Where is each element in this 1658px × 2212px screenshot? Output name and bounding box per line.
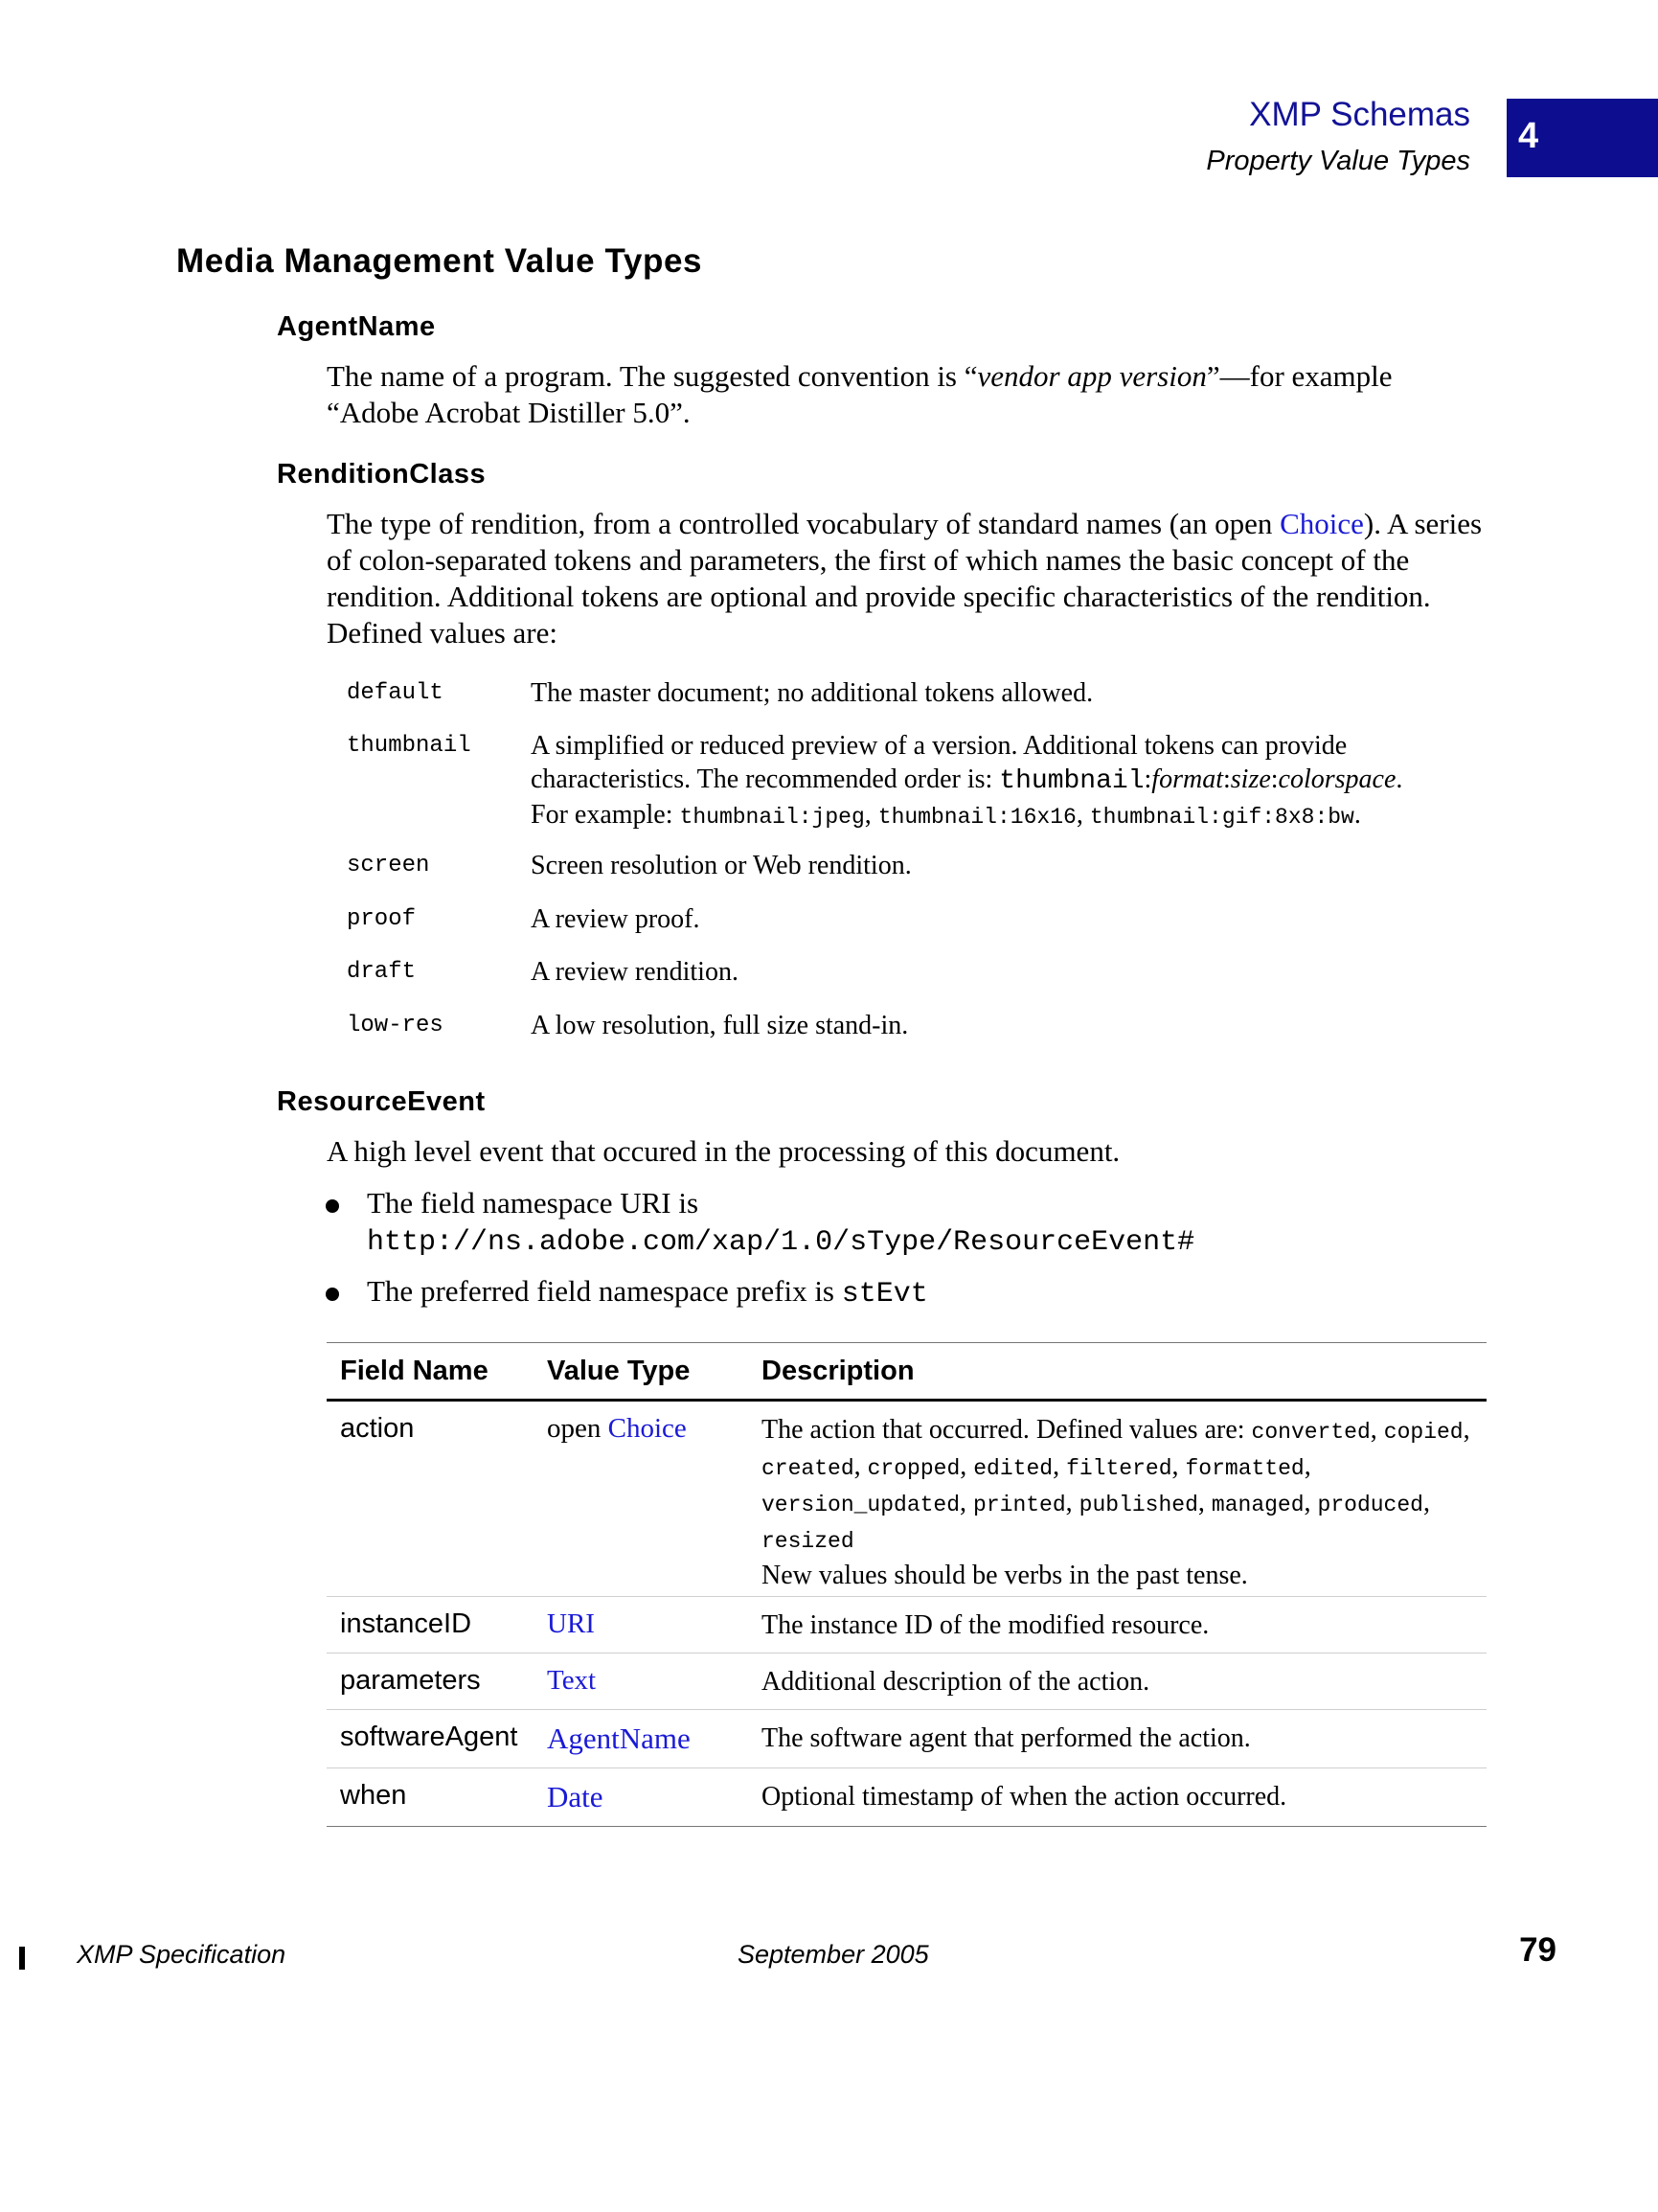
running-header-subtitle: Property Value Types [1206,146,1470,176]
rendition-desc-screen: Screen resolution or Web rendition. [531,851,912,880]
bullet-icon [326,1199,339,1213]
agentname-type-link[interactable]: AgentName [547,1722,691,1755]
resourceevent-heading: ResourceEvent [277,1086,486,1117]
table-row [327,1710,1487,1768]
section-title: Media Management Value Types [176,242,703,280]
rendition-desc-low-res: A low resolution, full size stand-in. [531,1011,909,1040]
rendition-desc-draft: A review rendition. [531,957,738,987]
field-name-cell: softwareAgent [340,1722,518,1752]
field-name-cell: parameters [340,1665,481,1696]
namespace-uri: http://ns.adobe.com/xap/1.0/sType/ResourceEvent# [367,1226,1195,1259]
bullet-icon [326,1288,339,1301]
choice-link[interactable]: Choice [607,1413,687,1444]
running-header-title: XMP Schemas [1249,96,1470,133]
description-cell: The software agent that performed the action. [761,1723,1251,1753]
rendition-term-default: default [347,680,443,706]
description-cell: The action that occurred. Defined values are: converted, copied, created, cropped, edited, filtered, formatted, version_updated, printed, published, managed, produced, resized New values should be verbs in the past tense. [761,1402,1487,1596]
footer-date: September 2005 [738,1940,929,1969]
bullet-namespace-prefix: The preferred field namespace prefix is stEvt [367,1274,928,1311]
field-name-cell: instanceID [340,1608,472,1639]
rendition-term-low-res: low-res [347,1013,443,1038]
table-row [327,1402,1487,1597]
choice-link[interactable]: Choice [1280,507,1364,540]
footer-document-title: XMP Specification [77,1940,286,1969]
table-row [327,1597,1487,1653]
field-name-cell: action [340,1413,415,1444]
column-header-value-type: Value Type [547,1355,691,1386]
date-type-link[interactable]: Date [547,1780,603,1813]
rendition-desc-default: The master document; no additional tokens allowed. [531,678,1094,708]
bullet-namespace-uri: The field namespace URI is http://ns.adobe.com/xap/1.0/sType/ResourceEvent# [367,1186,1195,1259]
resourceevent-fields-table [327,1342,1487,1827]
description-cell: Additional description of the action. [761,1667,1150,1697]
agentname-heading: AgentName [277,311,436,342]
text-type-link[interactable]: Text [547,1665,597,1696]
page-number: 79 [1519,1931,1556,1969]
column-header-description: Description [761,1355,915,1386]
renditionclass-description: The type of rendition, from a controlled vocabulary of standard names (an open Choice). A series of colon-separated tokens and parameters, the first of which names the basic concept of the rendition. Additional tokens are optional and provide specific characteristics of the rendition. Defined values are: [327,507,1483,650]
value-type-cell: open Choice [547,1413,687,1444]
rendition-term-screen: screen [347,853,430,878]
rendition-term-draft: draft [347,959,417,985]
table-row [327,1768,1487,1827]
description-note: New values should be verbs in the past tense. [761,1561,1248,1590]
table-header-row [327,1343,1487,1402]
column-header-field-name: Field Name [340,1355,488,1386]
table-row [327,1653,1487,1710]
agentname-description: The name of a program. The suggested convention is “vendor app version”—for example “Adobe Acrobat Distiller 5.0”. [327,359,1393,429]
resourceevent-description: A high level event that occured in the processing of this document. [327,1134,1121,1168]
description-cell: The instance ID of the modified resource. [761,1610,1210,1640]
rendition-desc-thumbnail: A simplified or reduced preview of a version. Additional tokens can provide characteristics. The recommended order is: thumbnail:format:size:colorspace. For example: thumbnail:jpeg, thumbnail:16x16, thumbnail:gif:8x8:bw. [531,731,1403,830]
rendition-term-proof: proof [347,906,417,932]
chapter-tab: 4 [1507,99,1658,177]
field-name-cell: when [340,1780,407,1811]
description-cell: Optional timestamp of when the action occurred. [761,1782,1287,1812]
rendition-term-thumbnail: thumbnail [347,733,471,759]
uri-type-link[interactable]: URI [547,1608,595,1639]
change-bar [19,1947,25,1970]
rendition-desc-proof: A review proof. [531,904,700,934]
renditionclass-heading: RenditionClass [277,459,487,490]
